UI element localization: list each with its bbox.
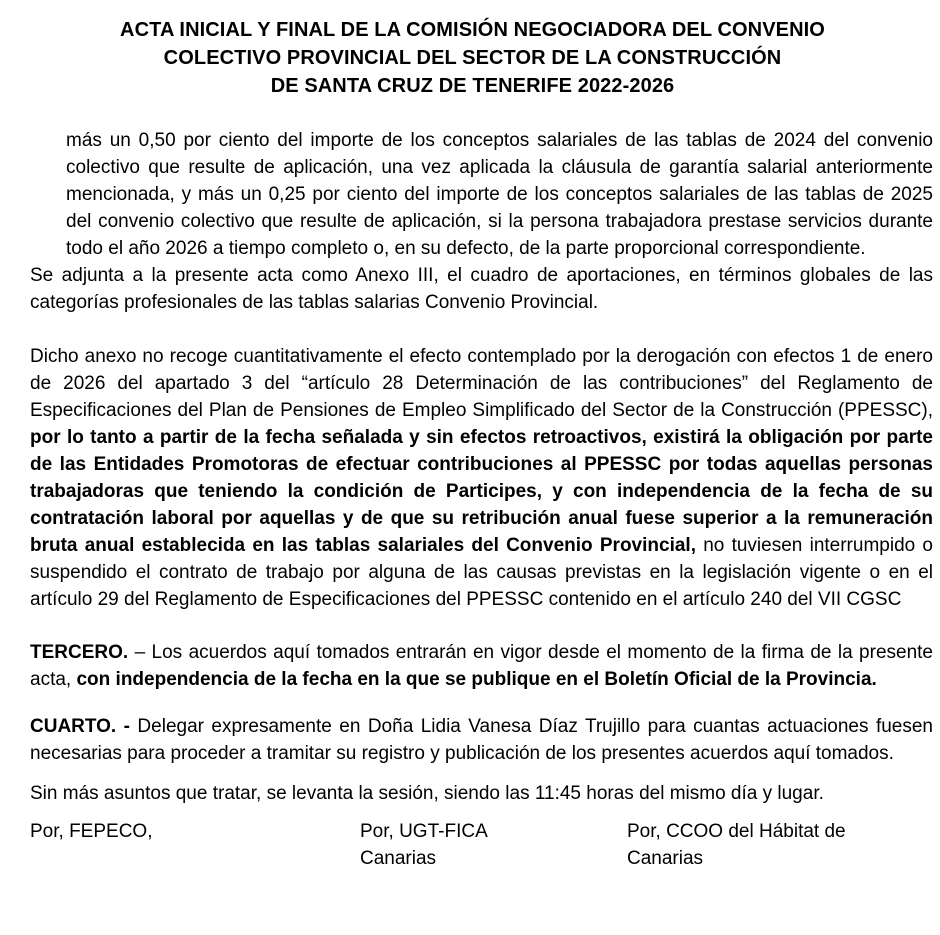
paragraph-annex-attachment	[30, 262, 933, 316]
title-line-3: DE SANTA CRUZ DE TENERIFE 2022-2026	[270, 75, 675, 97]
bold-text-run: por lo tanto a partir de la fecha señalada y sin efectos retroactivos, existirá la obligación por parte de las Entidades Promotoras de efectuar contribuciones al PPESSC por todas aquellas personas trabajadoras que teniendo la condición de Participes, y con independencia de la fecha de su contratación laboral por aquellas y de que su retribución anual fuese superior a la remuneración bruta anual establecida en las tablas salariales del Convenio Provincial,	[30, 427, 933, 556]
document-title	[30, 16, 915, 100]
paragraph-clause-salary-increase	[66, 127, 933, 262]
signature-line: Canarias	[360, 848, 437, 869]
document-body	[30, 127, 933, 807]
signature-line: Por, UGT-FICA	[360, 821, 488, 842]
text-run: Delegar expresamente en Doña Lidia Vanesa Díaz Trujillo para cuantas actuaciones fuesen necesarias para proceder a tramitar su registro y publicación de los presentes acuerdos aquí tomados.	[30, 716, 933, 764]
signature-line: Por, CCOO del Hábitat de	[627, 821, 846, 842]
text-run: Sin más asuntos que tratar, se levanta la sesión, siendo las 11:45 horas del mismo día y lugar.	[30, 783, 824, 804]
title-line-1: ACTA INICIAL Y FINAL DE LA COMISIÓN NEGOCIADORA DEL CONVENIO	[120, 19, 825, 41]
signature-block-ugt-fica	[360, 818, 627, 872]
bold-text-run: TERCERO.	[30, 642, 129, 663]
paragraph-annex-derogation	[30, 343, 933, 613]
signature-line: Canarias	[627, 848, 704, 869]
paragraph-clause-tercero	[30, 639, 933, 693]
signature-line: Por, FEPECO,	[30, 821, 153, 842]
text-run: no tuviesen interrumpido o suspendido el contrato de trabajo por alguna de las causas previstas en la legislación vigente o en el artículo 29 del Reglamento de Especificaciones del PPESSC contenido en el artículo 240 del VII CGSC	[30, 535, 933, 610]
text-run: Dicho anexo no recoge cuantitativamente el efecto contemplado por la derogación con efectos 1 de enero de 2026 del apartado 3 del “artículo 28 Determinación de las contribuciones” del Reglamento de Especificaciones del Plan de Pensiones de Empleo Simplificado del Sector de la Construcción (PPESSC),	[30, 346, 933, 421]
signature-block-ccoo	[627, 818, 933, 872]
bold-text-run: CUARTO. -	[30, 716, 130, 737]
signature-row	[30, 818, 933, 872]
signature-block-fepeco	[30, 818, 360, 872]
text-run: Se adjunta a la presente acta como Anexo III, el cuadro de aportaciones, en términos globales de las categorías profesionales de las tablas salarias Convenio Provincial.	[30, 265, 933, 313]
text-run: – Los acuerdos aquí tomados entrarán en vigor desde el momento de la firma de la presente acta,	[30, 642, 933, 690]
paragraph-clause-cuarto	[30, 713, 933, 767]
text-run: más un 0,50 por ciento del importe de los conceptos salariales de las tablas de 2024 del convenio colectivo que resulte de aplicación, una vez aplicada la cláusula de garantía salarial anteriormente mencionada, y más un 0,25 por ciento del importe de los conceptos salariales de las tablas de 2025 del convenio colectivo que resulte de aplicación, si la persona trabajadora prestase servicios durante todo el año 2026 a tiempo completo o, en su defecto, de la parte proporcional correspondiente.	[66, 130, 933, 259]
bold-text-run: con independencia de la fecha en la que se publique en el Boletín Oficial de la Provincia.	[76, 669, 877, 690]
title-line-2: COLECTIVO PROVINCIAL DEL SECTOR DE LA CONSTRUCCIÓN	[163, 47, 782, 69]
paragraph-closing-statement	[30, 780, 933, 807]
